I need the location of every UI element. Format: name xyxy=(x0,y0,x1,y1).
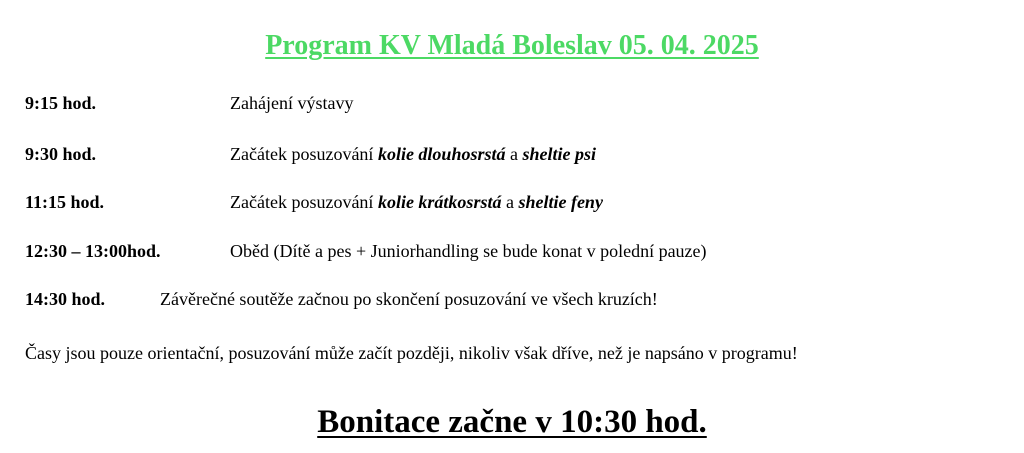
schedule-row xyxy=(0,142,1024,166)
description-text: a xyxy=(505,144,523,164)
breed-name: sheltie feny xyxy=(518,192,603,212)
schedule-time: 9:30 hod. xyxy=(25,144,97,164)
bonitation-notice: Bonitace začne v 10:30 hod. xyxy=(317,404,707,440)
schedule-description xyxy=(160,287,658,311)
schedule-row xyxy=(0,287,1024,311)
schedule-row xyxy=(0,239,1024,263)
schedule-time: 14:30 hod. xyxy=(25,289,106,309)
description-text: Začátek posuzování xyxy=(230,144,378,164)
schedule-time: 11:15 hod. xyxy=(25,192,105,212)
description-text: Zahájení výstavy xyxy=(230,93,354,113)
description-text: Začátek posuzování xyxy=(230,192,378,212)
breed-name: kolie krátkosrstá xyxy=(377,192,502,212)
page-title: Program KV Mladá Boleslav 05. 04. 2025 xyxy=(265,30,759,61)
description-text: Závěrečné soutěže začnou po skončení posuzování ve všech kruzích! xyxy=(160,289,658,309)
schedule-description xyxy=(230,91,353,115)
disclaimer-note: Časy jsou pouze orientační, posuzování může začít později, nikoliv však dříve, než je napsáno v programu! xyxy=(25,343,798,363)
breed-name: kolie dlouhosrstá xyxy=(377,144,506,164)
description-text: a xyxy=(501,192,519,212)
schedule-description xyxy=(230,239,707,263)
schedule-description xyxy=(230,190,603,214)
description-text: Oběd (Dítě a pes + Juniorhandling se bude konat v polední pauze) xyxy=(230,241,707,261)
schedule-row xyxy=(0,91,1024,115)
schedule-description xyxy=(230,142,596,166)
schedule-row xyxy=(0,190,1024,214)
breed-name: sheltie psi xyxy=(522,144,596,164)
schedule-time: 12:30 – 13:00hod. xyxy=(25,241,161,261)
schedule-time: 9:15 hod. xyxy=(25,93,97,113)
